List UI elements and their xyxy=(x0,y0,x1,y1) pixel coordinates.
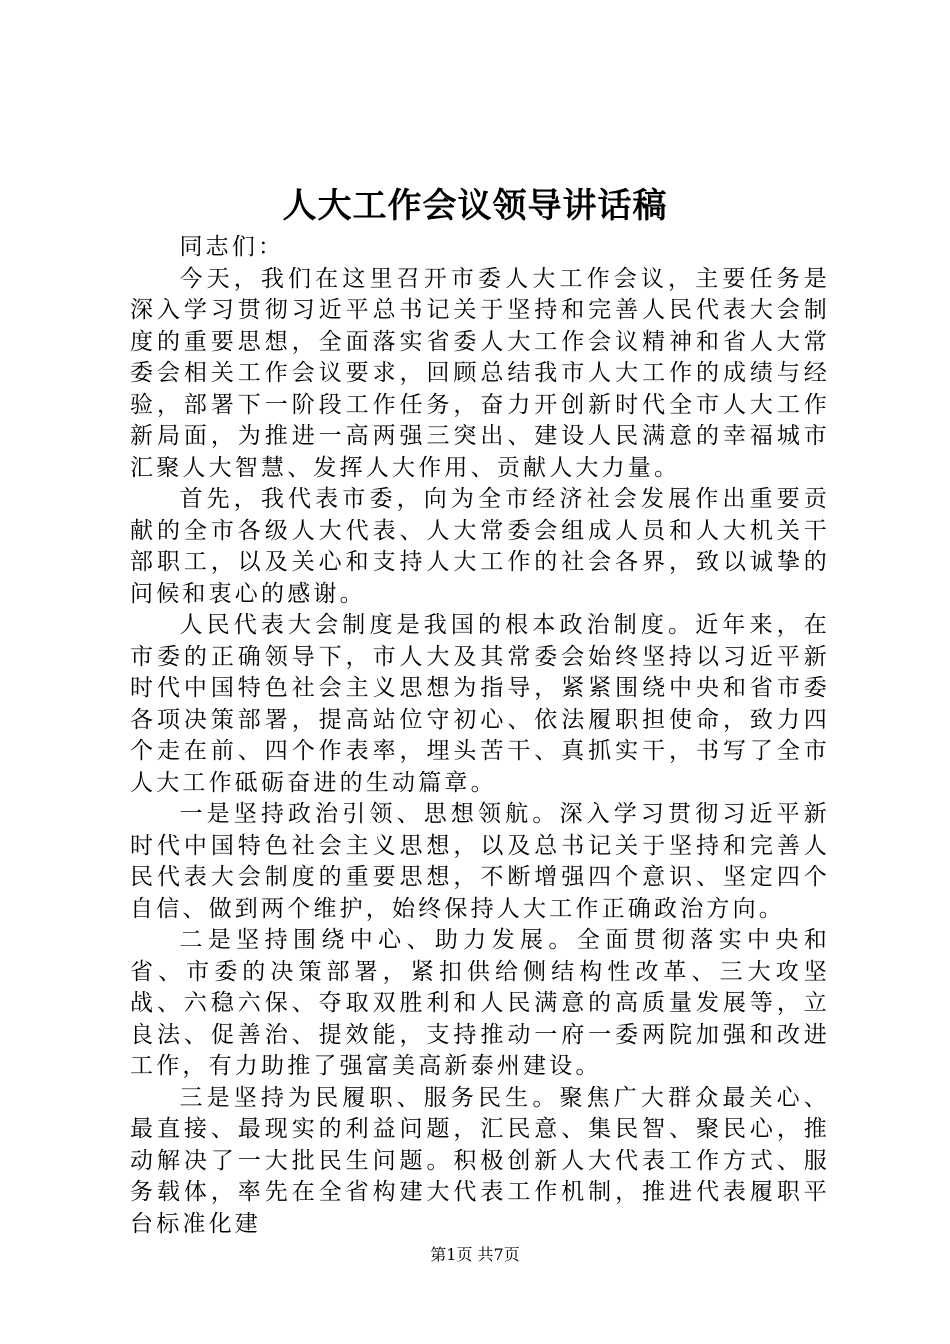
page-number-footer: 第1页 共7页 xyxy=(430,1245,520,1264)
paragraph: 人民代表大会制度是我国的根本政治制度。近年来，在市委的正确领导下，市人大及其常委会始终坚持以习近平新时代中国特色社会主义思想为指导，紧紧围绕中央和省市委各项决策部署，提高站位守初心、依法履职担使命，致力四个走在前、四个作表率，埋头苦干、真抓实干，书写了全市人大工作砥砺奋进的生动篇章。 xyxy=(130,612,830,796)
paragraph: 三是坚持为民履职、服务民生。聚焦广大群众最关心、最直接、最现实的利益问题，汇民意、集民智、聚民心，推动解决了一大批民生问题。积极创新人大代表工作方式、服务载体，率先在全省构建大代表工作机制，推进代表履职平台标准化建 xyxy=(130,1084,830,1237)
salutation: 同志们： xyxy=(179,234,285,260)
document-title: 人大工作会议领导讲话稿 xyxy=(282,186,668,226)
document-body xyxy=(130,232,830,1240)
paragraph: 二是坚持围绕中心、助力发展。全面贯彻落实中央和省、市委的决策部署，紧扣供给侧结构性改革、三大攻坚战、六稳六保、夺取双胜利和人民满意的高质量发展等，立良法、促善治、提效能，支持推动一府一委两院加强和改进工作，有力助推了强富美高新泰州建设。 xyxy=(130,927,830,1079)
paragraph: 一是坚持政治引领、思想领航。深入学习贯彻习近平新时代中国特色社会主义思想，以及总书记关于坚持和完善人民代表大会制度的重要思想，不断增强四个意识、坚定四个自信、做到两个维护，始终保持人大工作正确政治方向。 xyxy=(130,801,830,922)
paragraph: 今天，我们在这里召开市委人大工作会议，主要任务是深入学习贯彻习近平总书记关于坚持和完善人民代表大会制度的重要思想，全面落实省委人大工作会议精神和省人大常委会相关工作会议要求，回顾总结我市人大工作的成绩与经验，部署下一阶段工作任务，奋力开创新时代全市人大工作新局面，为推进一高两强三突出、建设人民满意的幸福城市汇聚人大智慧、发挥人大作用、贡献人大力量。 xyxy=(130,265,830,481)
paragraph: 首先，我代表市委，向为全市经济社会发展作出重要贡献的全市各级人大代表、人大常委会组成人员和人大机关干部职工，以及关心和支持人大工作的社会各界，致以诚挚的问候和衷心的感谢。 xyxy=(130,486,830,607)
